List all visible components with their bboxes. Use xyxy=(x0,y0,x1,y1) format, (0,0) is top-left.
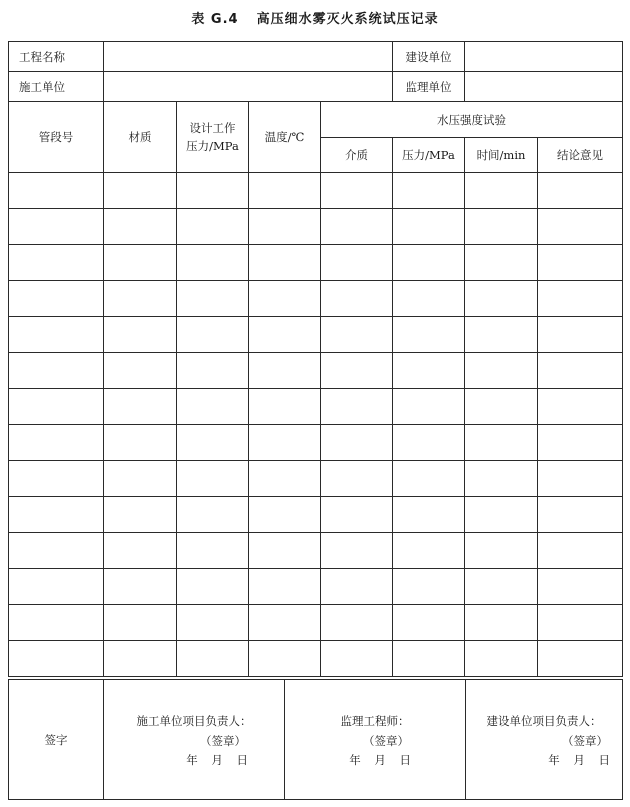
cell-time[interactable] xyxy=(465,209,538,245)
table-row xyxy=(9,209,623,245)
cell-material[interactable] xyxy=(104,533,177,569)
cell-time[interactable] xyxy=(465,533,538,569)
cell-medium[interactable] xyxy=(321,317,393,353)
cell-medium[interactable] xyxy=(321,353,393,389)
table-row xyxy=(9,425,623,461)
cell-medium[interactable] xyxy=(321,389,393,425)
table-row xyxy=(9,461,623,497)
table-row xyxy=(9,569,623,605)
cell-conclusion[interactable] xyxy=(538,533,623,569)
table-body xyxy=(9,173,623,677)
construction-unit-label: 建设单位 xyxy=(393,42,465,72)
test-record-table xyxy=(8,41,623,677)
cell-time[interactable] xyxy=(465,425,538,461)
cell-pipe-section[interactable] xyxy=(9,389,104,425)
header-medium: 介质 xyxy=(321,138,393,173)
cell-pressure[interactable] xyxy=(393,497,465,533)
cell-medium[interactable] xyxy=(321,497,393,533)
builder-seal-label: （签章） xyxy=(200,734,246,748)
cell-material[interactable] xyxy=(104,497,177,533)
cell-medium[interactable] xyxy=(321,209,393,245)
cell-temperature[interactable] xyxy=(249,497,321,533)
cell-temperature[interactable] xyxy=(249,425,321,461)
cell-material[interactable] xyxy=(104,317,177,353)
cell-conclusion[interactable] xyxy=(538,389,623,425)
cell-design-pressure[interactable] xyxy=(177,533,249,569)
cell-pressure[interactable] xyxy=(393,605,465,641)
cell-pressure[interactable] xyxy=(393,461,465,497)
cell-pipe-section[interactable] xyxy=(9,317,104,353)
cell-pipe-section[interactable] xyxy=(9,641,104,677)
signature-label: 签字 xyxy=(9,680,104,800)
supervisor-date-label: 年 月 日 xyxy=(349,753,411,767)
cell-pressure[interactable] xyxy=(393,389,465,425)
cell-conclusion[interactable] xyxy=(538,425,623,461)
cell-medium[interactable] xyxy=(321,533,393,569)
cell-temperature[interactable] xyxy=(249,209,321,245)
cell-design-pressure[interactable] xyxy=(177,461,249,497)
construction-unit-field[interactable] xyxy=(465,42,623,72)
cell-pipe-section[interactable] xyxy=(9,281,104,317)
cell-design-pressure[interactable] xyxy=(177,245,249,281)
table-row xyxy=(9,353,623,389)
owner-manager-label: 建设单位项目负责人： xyxy=(486,714,602,728)
header-strength-test: 水压强度试验 xyxy=(321,102,623,138)
cell-material[interactable] xyxy=(104,389,177,425)
supervision-unit-label: 监理单位 xyxy=(393,72,465,102)
cell-pressure[interactable] xyxy=(393,209,465,245)
cell-pressure[interactable] xyxy=(393,173,465,209)
cell-pipe-section[interactable] xyxy=(9,569,104,605)
cell-pressure[interactable] xyxy=(393,569,465,605)
cell-design-pressure[interactable] xyxy=(177,569,249,605)
cell-conclusion[interactable] xyxy=(538,209,623,245)
table-row xyxy=(9,533,623,569)
cell-material[interactable] xyxy=(104,425,177,461)
cell-medium[interactable] xyxy=(321,641,393,677)
cell-design-pressure[interactable] xyxy=(177,497,249,533)
table-row xyxy=(9,281,623,317)
builder-manager-label: 施工单位项目负责人： xyxy=(136,714,252,728)
header-conclusion: 结论意见 xyxy=(538,138,623,173)
supervisor-seal-label: （签章） xyxy=(363,734,409,748)
cell-medium[interactable] xyxy=(321,425,393,461)
cell-conclusion[interactable] xyxy=(538,317,623,353)
cell-material[interactable] xyxy=(104,569,177,605)
owner-seal-label: （签章） xyxy=(562,734,608,748)
cell-medium[interactable] xyxy=(321,569,393,605)
cell-pressure[interactable] xyxy=(393,245,465,281)
cell-material[interactable] xyxy=(104,173,177,209)
header-design-pressure-line1: 设计工作 xyxy=(189,121,236,135)
header-pressure: 压力/MPa xyxy=(393,138,465,173)
cell-conclusion[interactable] xyxy=(538,569,623,605)
cell-temperature[interactable] xyxy=(249,281,321,317)
cell-conclusion[interactable] xyxy=(538,641,623,677)
cell-material[interactable] xyxy=(104,281,177,317)
table-row xyxy=(9,245,623,281)
cell-design-pressure[interactable] xyxy=(177,641,249,677)
header-design-pressure-line2: 压力/MPa xyxy=(186,139,239,153)
header-pipe-section: 管段号 xyxy=(9,102,104,173)
cell-pressure[interactable] xyxy=(393,281,465,317)
cell-time[interactable] xyxy=(465,461,538,497)
cell-design-pressure[interactable] xyxy=(177,281,249,317)
cell-conclusion[interactable] xyxy=(538,605,623,641)
owner-date-label: 年 月 日 xyxy=(548,753,610,767)
cell-pipe-section[interactable] xyxy=(9,533,104,569)
header-temperature: 温度/℃ xyxy=(249,102,321,173)
table-number: 表 G.4 xyxy=(191,12,239,27)
cell-conclusion[interactable] xyxy=(538,353,623,389)
cell-temperature[interactable] xyxy=(249,353,321,389)
cell-time[interactable] xyxy=(465,641,538,677)
supervisor-signature-cell[interactable] xyxy=(285,680,466,800)
cell-material[interactable] xyxy=(104,209,177,245)
cell-conclusion[interactable] xyxy=(538,281,623,317)
cell-temperature[interactable] xyxy=(249,461,321,497)
cell-temperature[interactable] xyxy=(249,245,321,281)
table-row xyxy=(9,173,623,209)
cell-conclusion[interactable] xyxy=(538,461,623,497)
signature-table xyxy=(8,679,623,800)
cell-temperature[interactable] xyxy=(249,605,321,641)
cell-conclusion[interactable] xyxy=(538,173,623,209)
cell-time[interactable] xyxy=(465,173,538,209)
cell-time[interactable] xyxy=(465,389,538,425)
cell-design-pressure[interactable] xyxy=(177,173,249,209)
table-row xyxy=(9,389,623,425)
cell-time[interactable] xyxy=(465,353,538,389)
cell-design-pressure[interactable] xyxy=(177,389,249,425)
cell-medium[interactable] xyxy=(321,173,393,209)
project-name-label: 工程名称 xyxy=(9,42,104,72)
cell-time[interactable] xyxy=(465,569,538,605)
cell-time[interactable] xyxy=(465,281,538,317)
table-row xyxy=(9,641,623,677)
cell-time[interactable] xyxy=(465,245,538,281)
cell-pressure[interactable] xyxy=(393,353,465,389)
builder-signature-cell[interactable] xyxy=(104,680,285,800)
cell-material[interactable] xyxy=(104,245,177,281)
supervision-unit-field[interactable] xyxy=(465,72,623,102)
cell-medium[interactable] xyxy=(321,461,393,497)
table-title: 高压细水雾灭火系统试压记录 xyxy=(256,12,439,27)
builder-unit-label: 施工单位 xyxy=(9,72,104,102)
cell-design-pressure[interactable] xyxy=(177,353,249,389)
project-name-field[interactable] xyxy=(104,42,393,72)
cell-pipe-section[interactable] xyxy=(9,605,104,641)
cell-medium[interactable] xyxy=(321,245,393,281)
cell-conclusion[interactable] xyxy=(538,245,623,281)
cell-design-pressure[interactable] xyxy=(177,605,249,641)
cell-pipe-section[interactable] xyxy=(9,497,104,533)
cell-material[interactable] xyxy=(104,353,177,389)
table-row xyxy=(9,317,623,353)
cell-medium[interactable] xyxy=(321,605,393,641)
cell-temperature[interactable] xyxy=(249,389,321,425)
header-time: 时间/min xyxy=(465,138,538,173)
header-material: 材质 xyxy=(104,102,177,173)
cell-material[interactable] xyxy=(104,605,177,641)
cell-pipe-section[interactable] xyxy=(9,245,104,281)
cell-temperature[interactable] xyxy=(249,533,321,569)
cell-time[interactable] xyxy=(465,317,538,353)
cell-pipe-section[interactable] xyxy=(9,425,104,461)
cell-pressure[interactable] xyxy=(393,317,465,353)
builder-unit-field[interactable] xyxy=(104,72,393,102)
owner-signature-cell[interactable] xyxy=(466,680,623,800)
table-row xyxy=(9,497,623,533)
cell-pipe-section[interactable] xyxy=(9,173,104,209)
supervisor-label: 监理工程师： xyxy=(340,714,410,728)
cell-time[interactable] xyxy=(465,497,538,533)
cell-temperature[interactable] xyxy=(249,173,321,209)
cell-design-pressure[interactable] xyxy=(177,317,249,353)
page-title xyxy=(0,8,630,27)
builder-date-label: 年 月 日 xyxy=(186,753,248,767)
cell-design-pressure[interactable] xyxy=(177,425,249,461)
cell-material[interactable] xyxy=(104,641,177,677)
cell-time[interactable] xyxy=(465,605,538,641)
cell-temperature[interactable] xyxy=(249,641,321,677)
cell-pressure[interactable] xyxy=(393,533,465,569)
cell-pressure[interactable] xyxy=(393,425,465,461)
cell-temperature[interactable] xyxy=(249,569,321,605)
cell-conclusion[interactable] xyxy=(538,497,623,533)
header-design-pressure xyxy=(177,102,249,173)
table-row xyxy=(9,605,623,641)
cell-medium[interactable] xyxy=(321,281,393,317)
cell-temperature[interactable] xyxy=(249,317,321,353)
cell-pipe-section[interactable] xyxy=(9,209,104,245)
cell-pipe-section[interactable] xyxy=(9,461,104,497)
cell-design-pressure[interactable] xyxy=(177,209,249,245)
cell-pressure[interactable] xyxy=(393,641,465,677)
cell-pipe-section[interactable] xyxy=(9,353,104,389)
cell-material[interactable] xyxy=(104,461,177,497)
